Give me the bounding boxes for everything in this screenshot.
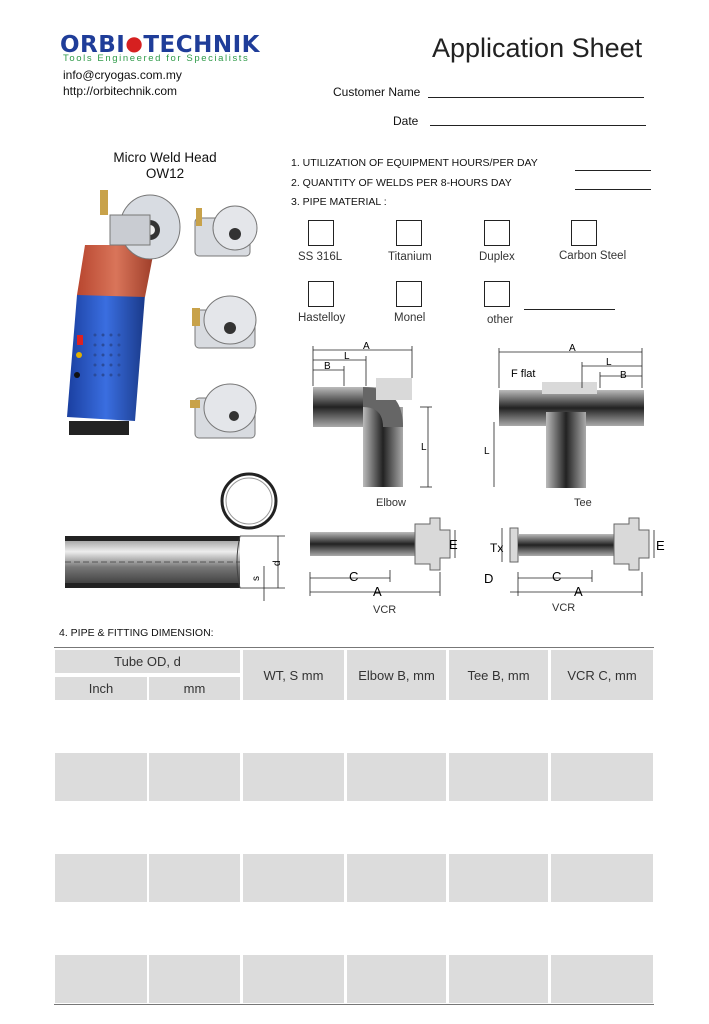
tee-diagram (484, 342, 649, 492)
tee-label-a: A (569, 343, 576, 354)
pipe-label-d: d (272, 560, 283, 566)
pipe-cross-section (218, 470, 280, 532)
checkbox-titanium[interactable] (396, 220, 422, 246)
vcr2-label-e: E (656, 538, 665, 553)
vcr2-label-t: Tx (490, 541, 504, 555)
option-titanium-label: Titanium (388, 251, 432, 263)
question-utilization: 1. UTILIZATION OF EQUIPMENT HOURS/PER DAY (291, 157, 538, 169)
option-duplex-label: Duplex (479, 251, 515, 263)
company-logo: ORBI●TECHNIK (60, 31, 260, 58)
checkbox-carbon-steel[interactable] (571, 220, 597, 246)
checkbox-duplex[interactable] (484, 220, 510, 246)
elbow-diagram (308, 342, 443, 492)
header-vcr-c: VCR C, mm (551, 650, 653, 700)
option-hastelloy-label: Hastelloy (298, 312, 346, 324)
vcr2-label-a: A (574, 584, 583, 599)
table-cell[interactable] (55, 955, 147, 1003)
product-model: OW12 (145, 166, 185, 181)
table-cell[interactable] (55, 854, 147, 902)
tee-label-f: F flat (511, 368, 536, 380)
customer-name-label: Customer Name (333, 85, 421, 99)
vcr-diagram-1 (305, 512, 470, 607)
page-title: Application Sheet (432, 33, 643, 63)
header-elbow-b: Elbow B, mm (347, 650, 446, 700)
table-top-rule (54, 647, 654, 648)
tee-caption: Tee (574, 497, 592, 509)
contact-website[interactable]: http://orbitechnik.com (63, 84, 178, 98)
table-row[interactable] (55, 904, 653, 954)
question-pipe-fitting: 4. PIPE & FITTING DIMENSION: (59, 627, 214, 639)
vcr2-label-c: C (552, 569, 562, 584)
table-cell[interactable] (347, 955, 446, 1003)
table-cell[interactable] (149, 854, 240, 902)
vcr1-label-e: E (449, 537, 458, 552)
other-material-field[interactable] (524, 309, 615, 310)
table-cell[interactable] (551, 955, 653, 1003)
option-monel-label: Monel (394, 312, 426, 324)
table-cell[interactable] (347, 854, 446, 902)
product-name: Micro Weld Head (113, 150, 217, 165)
vcr2-caption: VCR (552, 602, 576, 614)
table-cell[interactable] (449, 753, 548, 801)
weld-head-image (55, 185, 190, 450)
product-title (90, 150, 240, 182)
weld-quantity-field[interactable] (575, 189, 651, 190)
checkbox-ss316l[interactable] (308, 220, 334, 246)
weld-head-thumbnail-2 (190, 290, 265, 360)
table-row[interactable] (55, 803, 653, 853)
elbow-label-l2: L (421, 442, 427, 453)
question-weld-quantity: 2. QUANTITY OF WELDS PER 8-HOURS DAY (291, 177, 512, 189)
table-cell[interactable] (149, 753, 240, 801)
elbow-label-l: L (344, 351, 350, 362)
vcr-diagram-2 (482, 512, 672, 607)
weld-head-thumbnail-1 (190, 198, 265, 266)
table-bottom-rule (54, 1004, 654, 1005)
pipe-side-view (60, 526, 290, 604)
question-pipe-material: 3. PIPE MATERIAL : (291, 196, 387, 208)
vcr1-label-a: A (373, 584, 382, 599)
date-label: Date (393, 114, 419, 128)
table-cell[interactable] (243, 753, 344, 801)
pipe-label-s: s (251, 576, 262, 581)
header-tube-od: Tube OD, d (55, 650, 240, 673)
option-ss316l-label: SS 316L (298, 251, 343, 263)
table-cell[interactable] (149, 955, 240, 1003)
table-row[interactable] (55, 702, 653, 752)
checkbox-other[interactable] (484, 281, 510, 307)
elbow-label-b: B (324, 361, 331, 372)
header-tee-b: Tee B, mm (449, 650, 548, 700)
tee-label-l: L (606, 357, 612, 368)
header-mm: mm (149, 677, 240, 700)
option-other-label: other (487, 314, 514, 326)
date-field[interactable] (430, 125, 646, 126)
vcr2-label-d: D (484, 571, 494, 586)
table-cell[interactable] (449, 854, 548, 902)
elbow-label-a: A (363, 342, 370, 352)
header-wall-thickness: WT, S mm (243, 650, 344, 700)
weld-head-thumbnail-3 (190, 378, 265, 448)
elbow-caption: Elbow (376, 497, 406, 509)
tee-label-l2: L (484, 446, 490, 457)
checkbox-monel[interactable] (396, 281, 422, 307)
contact-email[interactable]: info@cryogas.com.my (63, 68, 182, 82)
checkbox-hastelloy[interactable] (308, 281, 334, 307)
customer-name-field[interactable] (428, 97, 644, 98)
vcr1-caption: VCR (373, 604, 397, 616)
table-cell[interactable] (551, 753, 653, 801)
option-carbon-steel-label: Carbon Steel (559, 250, 627, 262)
table-cell[interactable] (347, 753, 446, 801)
header-inch: Inch (55, 677, 147, 700)
table-cell[interactable] (551, 854, 653, 902)
table-cell[interactable] (55, 753, 147, 801)
table-cell[interactable] (243, 955, 344, 1003)
vcr1-label-c: C (349, 569, 359, 584)
company-tagline: Tools Engineered for Specialists (63, 53, 250, 64)
table-cell[interactable] (243, 854, 344, 902)
utilization-field[interactable] (575, 170, 651, 171)
tee-label-b: B (620, 370, 627, 381)
table-cell[interactable] (449, 955, 548, 1003)
